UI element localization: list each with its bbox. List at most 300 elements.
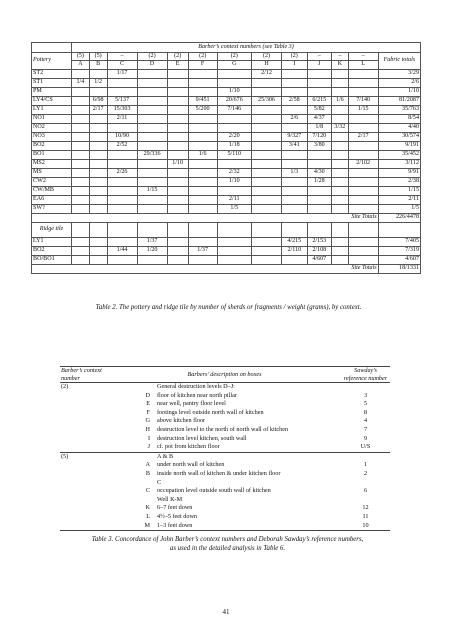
data-cell: 9/451 [188,96,217,105]
context-letter: B [145,469,150,477]
concordance-row [60,522,390,531]
data-cell [72,96,90,105]
context-number [60,417,108,426]
pottery-code: LY1 [32,237,72,246]
context-number [60,461,108,470]
data-cell: 3/32 [332,123,349,132]
data-cell: 3/80 [307,141,331,150]
pottery-code: CW/MB [32,186,72,195]
data-cell [252,105,282,114]
data-cell [137,195,167,204]
data-cell [72,255,90,264]
data-cell [332,78,349,87]
context-letter: C [145,487,150,495]
data-cell: 2/108 [307,246,331,255]
empty-cell [282,222,308,237]
data-cell: 2/11 [217,195,251,204]
data-cell [348,204,378,213]
data-cell: 35/452 [378,150,420,159]
data-cell [89,114,107,123]
data-cell [167,96,188,105]
data-cell [282,255,308,264]
data-cell [72,114,90,123]
data-cell [188,186,217,195]
context-number [60,392,108,401]
data-cell [188,168,217,177]
site-totals-label: Site Totals [32,213,379,222]
data-cell [307,78,331,87]
empty-cell [167,222,188,237]
reference-number: 7 [363,425,368,433]
data-cell [72,150,90,159]
data-cell [348,237,378,246]
reference-number: 3 [363,391,368,399]
data-cell: 2/17 [348,132,378,141]
data-cell [332,246,349,255]
context-number-cell: – [107,53,137,61]
data-cell [89,150,107,159]
data-cell [89,186,107,195]
data-cell [332,87,349,96]
table-row [32,114,421,123]
context-letter: E [146,400,150,408]
box-description: cf. pot from kitchen floor [157,443,220,451]
data-cell: 10/90 [107,132,137,141]
context-letter-cell: D [137,61,167,69]
concordance-row [60,426,390,435]
pottery-code: ST1 [32,78,72,87]
table-row [32,204,421,213]
table-row [32,195,421,204]
concordance-row [60,383,390,392]
data-cell [217,78,251,87]
pottery-label: Pottery [32,53,72,70]
data-cell [252,87,282,96]
data-cell [217,255,251,264]
concordance-row [60,496,390,505]
pottery-code: PM [32,87,72,96]
data-cell [217,123,251,132]
data-cell: 2/38 [378,177,420,186]
data-cell [89,255,107,264]
data-cell [307,204,331,213]
context-number [60,504,108,513]
data-cell: 1/10 [217,177,251,186]
data-cell [107,150,137,159]
pottery-code: BO1 [32,150,72,159]
data-cell [348,195,378,204]
data-cell [307,159,331,168]
data-cell [107,255,137,264]
reference-number [341,383,390,392]
context-number-cell: (2) [282,53,308,61]
empty-cell [348,222,378,237]
data-cell [332,150,349,159]
data-cell [252,114,282,123]
data-cell [72,105,90,114]
data-cell [167,78,188,87]
data-cell [332,255,349,264]
context-letter: K [145,504,150,512]
context-letter: A [145,461,150,469]
data-cell: 30/574 [378,132,420,141]
data-cell [348,177,378,186]
pottery-code: EA6 [32,195,72,204]
reference-number: 12 [362,504,369,512]
data-cell: 1/10 [378,87,420,96]
data-cell [332,132,349,141]
context-letter [108,496,156,505]
data-cell [167,150,188,159]
concordance-row [60,461,390,470]
concordance-row [60,487,390,496]
data-cell [188,69,217,78]
data-cell [72,132,90,141]
empty-cell [217,222,251,237]
context-number [60,496,108,505]
data-cell [252,186,282,195]
data-cell [137,87,167,96]
data-cell [188,204,217,213]
pottery-code: MS2 [32,159,72,168]
data-cell [188,78,217,87]
data-cell [188,87,217,96]
data-cell [188,195,217,204]
data-cell: 1/44 [107,246,137,255]
data-cell: 6/215 [307,96,331,105]
data-cell [332,195,349,204]
reference-number: 8 [363,408,368,416]
context-number-cell: (2) [188,53,217,61]
reference-number: 5 [363,400,368,408]
box-description: occupation level outside south wall of kitchen [157,487,271,495]
data-cell [217,159,251,168]
data-cell [348,69,378,78]
data-cell [217,246,251,255]
data-cell [252,237,282,246]
data-cell [252,141,282,150]
data-cell [167,114,188,123]
context-letter-cell: B [89,61,107,69]
data-cell: 1/37 [137,237,167,246]
data-cell: 2/6 [282,114,308,123]
data-cell [167,168,188,177]
empty-cell [137,222,167,237]
data-cell [348,150,378,159]
pottery-code: LY4/CS [32,96,72,105]
description-header: Barbers’ description on boxes [108,367,341,383]
table-row [32,123,421,132]
data-cell: 5/137 [107,96,137,105]
data-cell [137,78,167,87]
data-cell: 2/11 [378,195,420,204]
pottery-code: LY1 [32,105,72,114]
table-2-caption: Table 2. The pottery and ridge tile by number of sherds or fragments / weight (grams), by context. [95,304,362,311]
data-cell: 8/54 [378,114,420,123]
data-cell [282,105,308,114]
data-cell: 5/82 [307,105,331,114]
data-cell [167,177,188,186]
data-cell [89,123,107,132]
data-cell [307,150,331,159]
context-number [60,435,108,444]
data-cell [332,159,349,168]
data-cell: 1/4 [72,78,90,87]
reference-number: 9 [363,434,368,442]
pottery-code: MS [32,168,72,177]
data-cell [89,237,107,246]
data-cell [348,114,378,123]
data-cell: 4/607 [307,255,331,264]
data-cell [282,78,308,87]
data-cell: 35/763 [378,105,420,114]
reference-number: U/S [360,443,371,451]
data-cell: 1/15 [378,186,420,195]
box-description: General destruction levels D–J: [156,383,341,392]
data-cell [252,132,282,141]
reference-number-header: Sawday’s reference number [341,367,390,383]
data-cell [72,123,90,132]
data-cell: 2/11 [107,114,137,123]
data-cell: 29/336 [137,150,167,159]
data-cell [252,195,282,204]
data-cell: 1/15 [348,105,378,114]
data-cell: 9/91 [378,168,420,177]
data-cell [348,246,378,255]
data-cell [137,255,167,264]
context-letter [108,452,156,461]
data-cell [137,114,167,123]
data-cell: 2/58 [282,96,308,105]
data-cell: 1/3 [282,168,308,177]
site-totals-value: 226/4478 [378,213,420,222]
data-cell [188,177,217,186]
empty-cell [332,222,349,237]
data-cell [252,168,282,177]
data-cell [107,186,137,195]
context-letter-cell: F [188,61,217,69]
box-description: 1–3 feet down [157,521,193,529]
reference-number [341,479,390,488]
data-cell [72,195,90,204]
data-cell [107,159,137,168]
concordance-row [60,435,390,444]
context-letter: F [146,408,150,416]
ridge-tile-header-row [32,222,421,237]
context-letter: L [146,512,150,520]
data-cell [107,177,137,186]
data-cell [167,69,188,78]
context-number-cell: (2) [252,53,282,61]
data-cell [332,141,349,150]
data-cell: 9/191 [378,141,420,150]
data-cell [307,195,331,204]
table-row [32,168,421,177]
data-cell [252,78,282,87]
pottery-code: BO2 [32,246,72,255]
data-cell: 1/17 [107,69,137,78]
data-cell [107,237,137,246]
pottery-code: NO1 [32,114,72,123]
data-cell: 4/30 [307,168,331,177]
data-cell: 1/8 [307,123,331,132]
data-cell: 1/6 [188,150,217,159]
context-number [60,443,108,452]
empty-cell [378,222,420,237]
data-cell: 7/405 [378,237,420,246]
concordance-row [60,443,390,452]
table-2 [31,42,421,274]
data-cell [167,195,188,204]
data-cell [72,177,90,186]
data-cell [89,168,107,177]
data-cell [137,141,167,150]
reference-number: 2 [363,469,368,477]
reference-number: 6 [363,487,368,495]
pottery-code: SW? [32,204,72,213]
data-cell: 1/10 [167,159,188,168]
data-cell [252,246,282,255]
data-cell [252,123,282,132]
data-cell [107,78,137,87]
data-cell [282,195,308,204]
context-number [60,487,108,496]
pottery-code: CW2 [32,177,72,186]
data-cell: 5/110 [217,150,251,159]
data-cell: 7/140 [348,96,378,105]
context-letter-cell: G [217,61,251,69]
context-letter: M [144,521,150,529]
data-cell [188,159,217,168]
table-row [32,237,421,246]
box-description: destruction level to the north of north wall of kitchen [157,425,289,433]
data-cell: 2/20 [217,132,251,141]
data-cell: 7/319 [378,246,420,255]
table-row [32,255,421,264]
data-cell [137,177,167,186]
data-cell [332,168,349,177]
data-cell [72,204,90,213]
reference-number: 4 [363,417,368,425]
data-cell: 6/98 [89,96,107,105]
data-cell [167,87,188,96]
context-letter-cell: H [252,61,282,69]
data-cell [89,69,107,78]
box-description: 6–7 feet down [157,504,193,512]
context-number-cell: – [307,53,331,61]
data-cell: 81/2087 [378,96,420,105]
data-cell [252,255,282,264]
concordance-row [60,409,390,418]
data-cell [348,141,378,150]
data-cell [332,186,349,195]
data-cell: 15/303 [107,105,137,114]
box-description: footings level outside north wall of kitchen [157,408,264,416]
data-cell: 7/120 [307,132,331,141]
data-cell [217,186,251,195]
data-cell: 1/6 [332,96,349,105]
reference-number [341,496,390,505]
context-letter [108,479,156,488]
data-cell [107,195,137,204]
data-cell: 20/676 [217,96,251,105]
pottery-code: BO2 [32,141,72,150]
context-letter-cell: L [348,61,378,69]
data-cell [72,237,90,246]
concordance-row [60,504,390,513]
data-cell [137,69,167,78]
data-cell [348,168,378,177]
context-letter: H [145,425,150,433]
data-cell [252,177,282,186]
context-letter: I [147,434,150,442]
data-cell: 3/41 [282,141,308,150]
data-cell [188,237,217,246]
context-number [60,409,108,418]
data-cell [89,246,107,255]
table-3 [60,366,390,531]
data-cell [282,177,308,186]
data-cell [167,141,188,150]
site-totals-value: 18/1331 [378,264,420,273]
data-cell: 4/215 [282,237,308,246]
ridge-tile-label: Ridge tile [32,222,72,237]
data-cell [72,87,90,96]
data-cell [282,87,308,96]
context-letter-cell: A [72,61,90,69]
data-cell [137,132,167,141]
concordance-row [60,452,390,461]
data-cell: 1/5 [378,204,420,213]
data-cell [307,87,331,96]
box-description: near well, pantry floor level [157,400,226,408]
data-cell: 1/5 [217,204,251,213]
data-cell [72,186,90,195]
pottery-code: NO3 [32,132,72,141]
data-cell [72,168,90,177]
reference-number: 10 [362,521,369,529]
empty-cell [89,222,107,237]
reference-number [341,452,390,461]
data-cell [188,141,217,150]
empty-cell [107,222,137,237]
data-cell: 3/112 [378,159,420,168]
table-row [32,246,421,255]
context-number-cell: (5) [72,53,90,61]
data-cell [167,237,188,246]
box-description: floor of kitchen near north pillar [157,391,237,399]
context-number-cell: (5) [89,53,107,61]
data-cell: 2/52 [107,141,137,150]
data-cell: 2/17 [89,105,107,114]
data-cell [217,69,251,78]
table-row [32,186,421,195]
context-letter: D [145,391,150,399]
data-cell [282,69,308,78]
empty-cell [72,222,90,237]
data-cell: 1/10 [217,87,251,96]
data-cell [348,186,378,195]
table-3-caption [60,535,395,553]
data-cell [167,246,188,255]
concordance-row [60,513,390,522]
context-letter-cell: I [282,61,308,69]
data-cell [282,186,308,195]
concordance-row [60,392,390,401]
table-row [32,141,421,150]
context-number [60,522,108,531]
data-cell: 1/20 [137,246,167,255]
